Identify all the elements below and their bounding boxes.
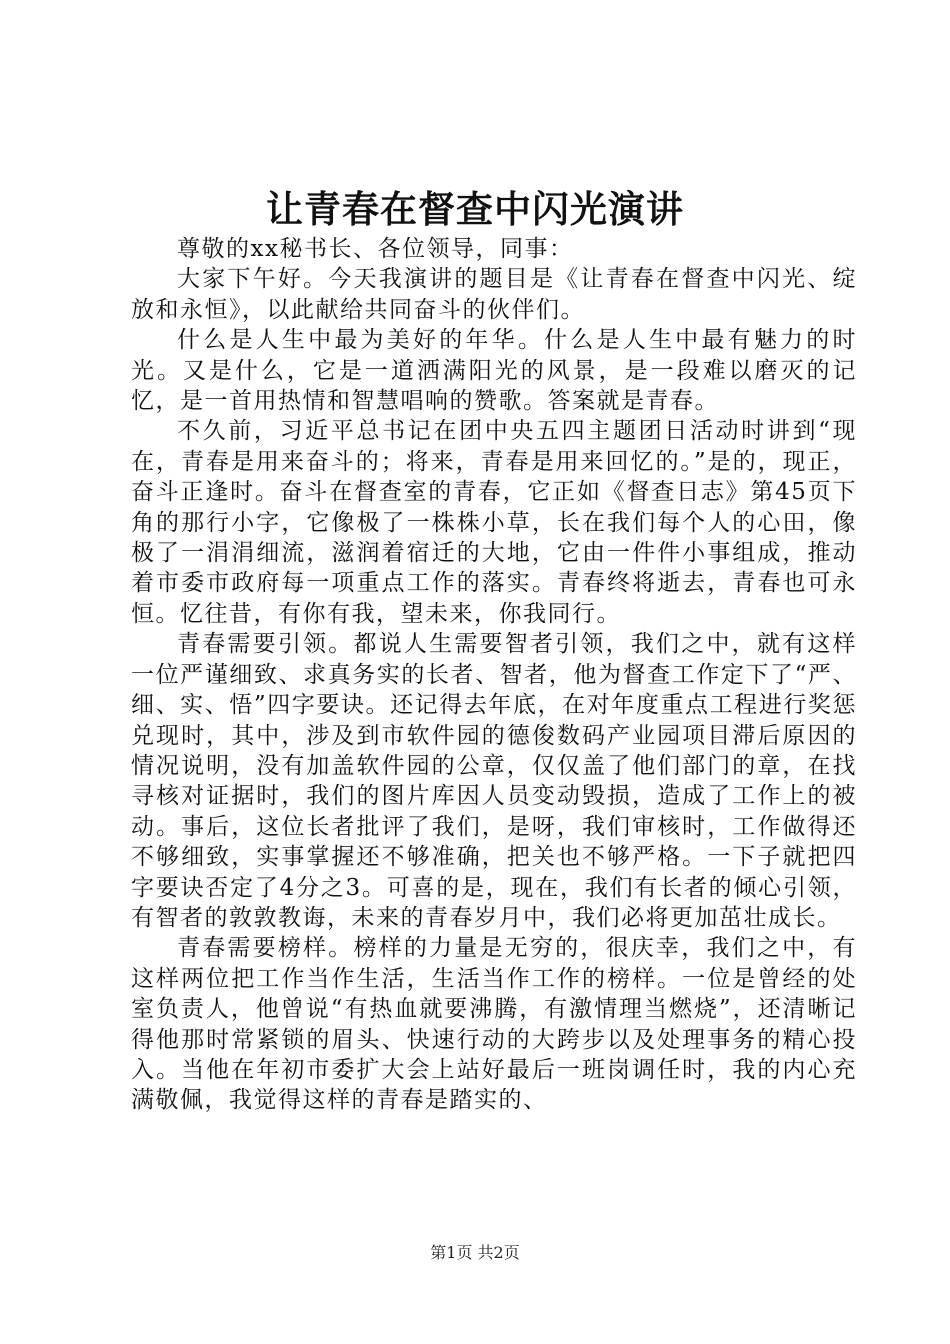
paragraph-what-is-youth: 什么是人生中最为美好的年华。什么是人生中最有魅力的时光。又是什么，它是一道洒满阳光的风景，是一段难以磨灭的记忆，是一首用热情和智慧唱响的赞歌。答案就是青春。 [131,327,857,415]
document-title: 让青春在督查中闪光演讲 [266,187,684,231]
page-number-footer: 第1页 共2页 [430,1243,520,1262]
paragraph-role-models: 青春需要榜样。榜样的力量是无穷的，很庆幸，我们之中，有这样两位把工作当作生活，生活当作工作的榜样。一位是曾经的处室负责人，他曾说“有热血就要沸腾，有激情理当燃烧”，还清晰记得他那时常紧锁的眉头、快速行动的大跨步以及处理事务的精心投入。当他在年初市委扩大会上站好最后一班岗调任时，我的内心充满敬佩，我觉得这样的青春是踏实的、 [131,935,857,1114]
paragraph-struggle: 不久前，习近平总书记在团中央五四主题团日活动时讲到“现在，青春是用来奋斗的；将来，青春是用来回忆的。”是的，现正，奋斗正逢时。奋斗在督查室的青春，它正如《督查日志》第45页下角的那行小字，它像极了一株株小草，长在我们每个人的心田，像极了一涓涓细流，滋润着宿迁的大地，它由一件件小事组成，推动着市委市政府每一项重点工作的落实。青春终将逝去，青春也可永恒。忆往昔，有你有我，望未来，你我同行。 [131,418,857,627]
salutation: 尊敬的xx秘书长、各位领导，同事： [177,236,574,262]
document-body [131,234,857,1116]
paragraph-greeting: 大家下午好。今天我演讲的题目是《让青春在督查中闪光、绽放和永恒》，以此献给共同奋斗的伙伴们。 [131,266,857,323]
paragraph-guidance: 青春需要引领。都说人生需要智者引领，我们之中，就有这样一位严谨细致、求真务实的长者、智者，他为督查工作定下了“严、细、实、悟”四字要诀。还记得去年底，在对年度重点工程进行奖惩兑现时，其中，涉及到市软件园的德俊数码产业园项目滞后原因的情况说明，没有加盖软件园的公章，仅仅盖了他们部门的章，在找寻核对证据时，我们的图片库因人员变动毁损，造成了工作上的被动。事后，这位长者批评了我们，是呀，我们审核时，工作做得还不够细致，实事掌握还不够准确，把关也不够严格。一下子就把四字要诀否定了4分之3。可喜的是，现在，我们有长者的倾心引领，有智者的敦敦教诲，未来的青春岁月中，我们必将更加茁壮成长。 [131,631,857,931]
